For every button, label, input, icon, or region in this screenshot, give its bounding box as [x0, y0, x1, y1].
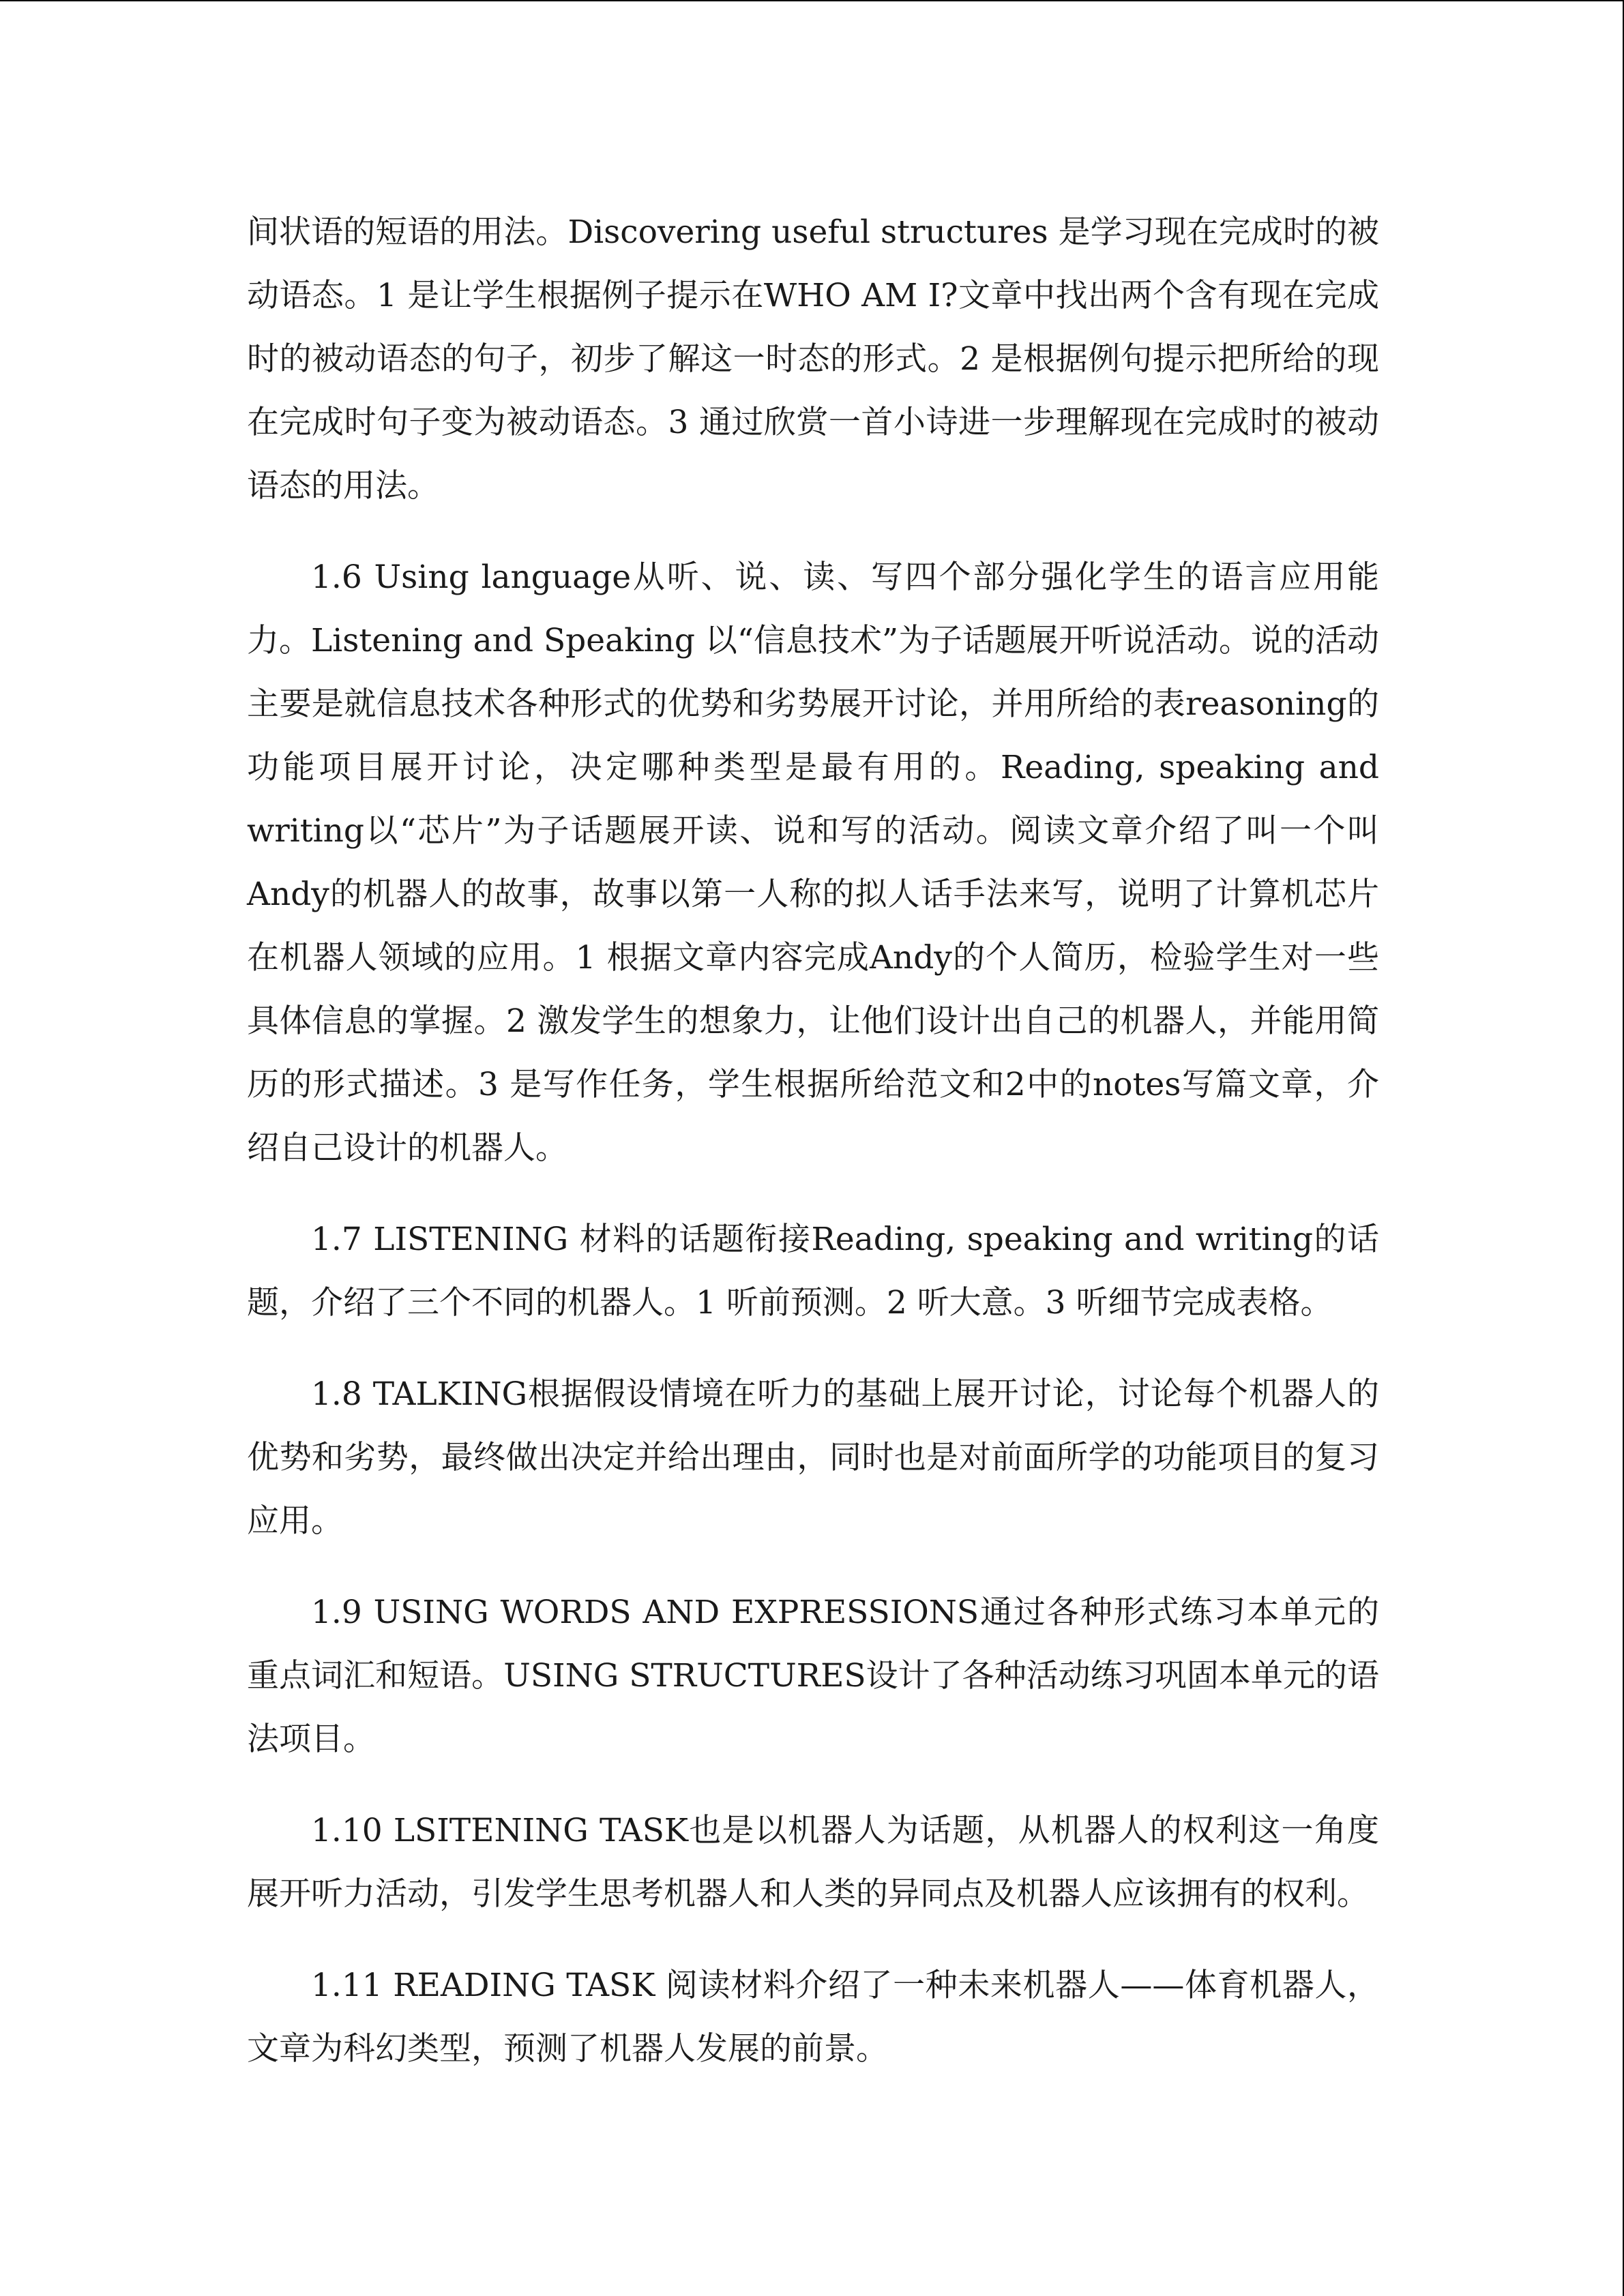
paragraph-1-9: 1.9 USING WORDS AND EXPRESSIONS通过各种形式练习本单元的重点词汇和短语。USING STRUCTURES设计了各种活动练习巩固本单元的语法项目。 [247, 1594, 1379, 1758]
paragraph-1-7: 1.7 LISTENING 材料的话题衔接Reading, speaking and writing的话题，介绍了三个不同的机器人。1 听前预测。2 听大意。3 听细节完成表格。 [247, 1221, 1379, 1322]
paragraph-1-10: 1.10 LSITENING TASK也是以机器人为话题，从机器人的权利这一角度展开听力活动，引发学生思考机器人和人类的异同点及机器人应该拥有的权利。 [247, 1812, 1379, 1913]
paragraph-1-11: 1.11 READING TASK 阅读材料介绍了一种未来机器人——体育机器人，文章为科幻类型，预测了机器人发展的前景。 [247, 1967, 1379, 2068]
paragraph-1-6: 1.6 Using language从听、说、读、写四个部分强化学生的语言应用能力。Listening and Speaking 以“信息技术”为子话题展开听说活动。说的活动主要是就信息技术各种形式的优势和劣势展开讨论，并用所给的表reasoning的功能项目展开讨论，决定哪种类型是最有用的。Reading, speaking and writing以“芯片”为子话题展开读、说和写的活动。阅读文章介绍了叫一个叫Andy的机器人的故事，故事以第一人称的拟人话手法来写，说明了计算机芯片在机器人领域的应用。1 根据文章内容完成Andy的个人简历，检验学生对一些具体信息的掌握。2 激发学生的想象力，让他们设计出自己的机器人，并能用简历的形式描述。3 是写作任务，学生根据所给范文和2中的notes写篇文章，介绍自己设计的机器人。 [247, 558, 1379, 1167]
document-body [247, 200, 1379, 2081]
paragraph-1-8: 1.8 TALKING根据假设情境在听力的基础上展开讨论，讨论每个机器人的优势和劣势，最终做出决定并给出理由，同时也是对前面所学的功能项目的复习应用。 [247, 1375, 1379, 1540]
paragraph-continued: 间状语的短语的用法。Discovering useful structures 是学习现在完成时的被动语态。1 是让学生根据例子提示在WHO AM I?文章中找出两个含有现在完成时的被动语态的句子，初步了解这一时态的形式。2 是根据例句提示把所给的现在完成时句子变为被动语态。3 通过欣赏一首小诗进一步理解现在完成时的被动语态的用法。 [247, 213, 1379, 505]
